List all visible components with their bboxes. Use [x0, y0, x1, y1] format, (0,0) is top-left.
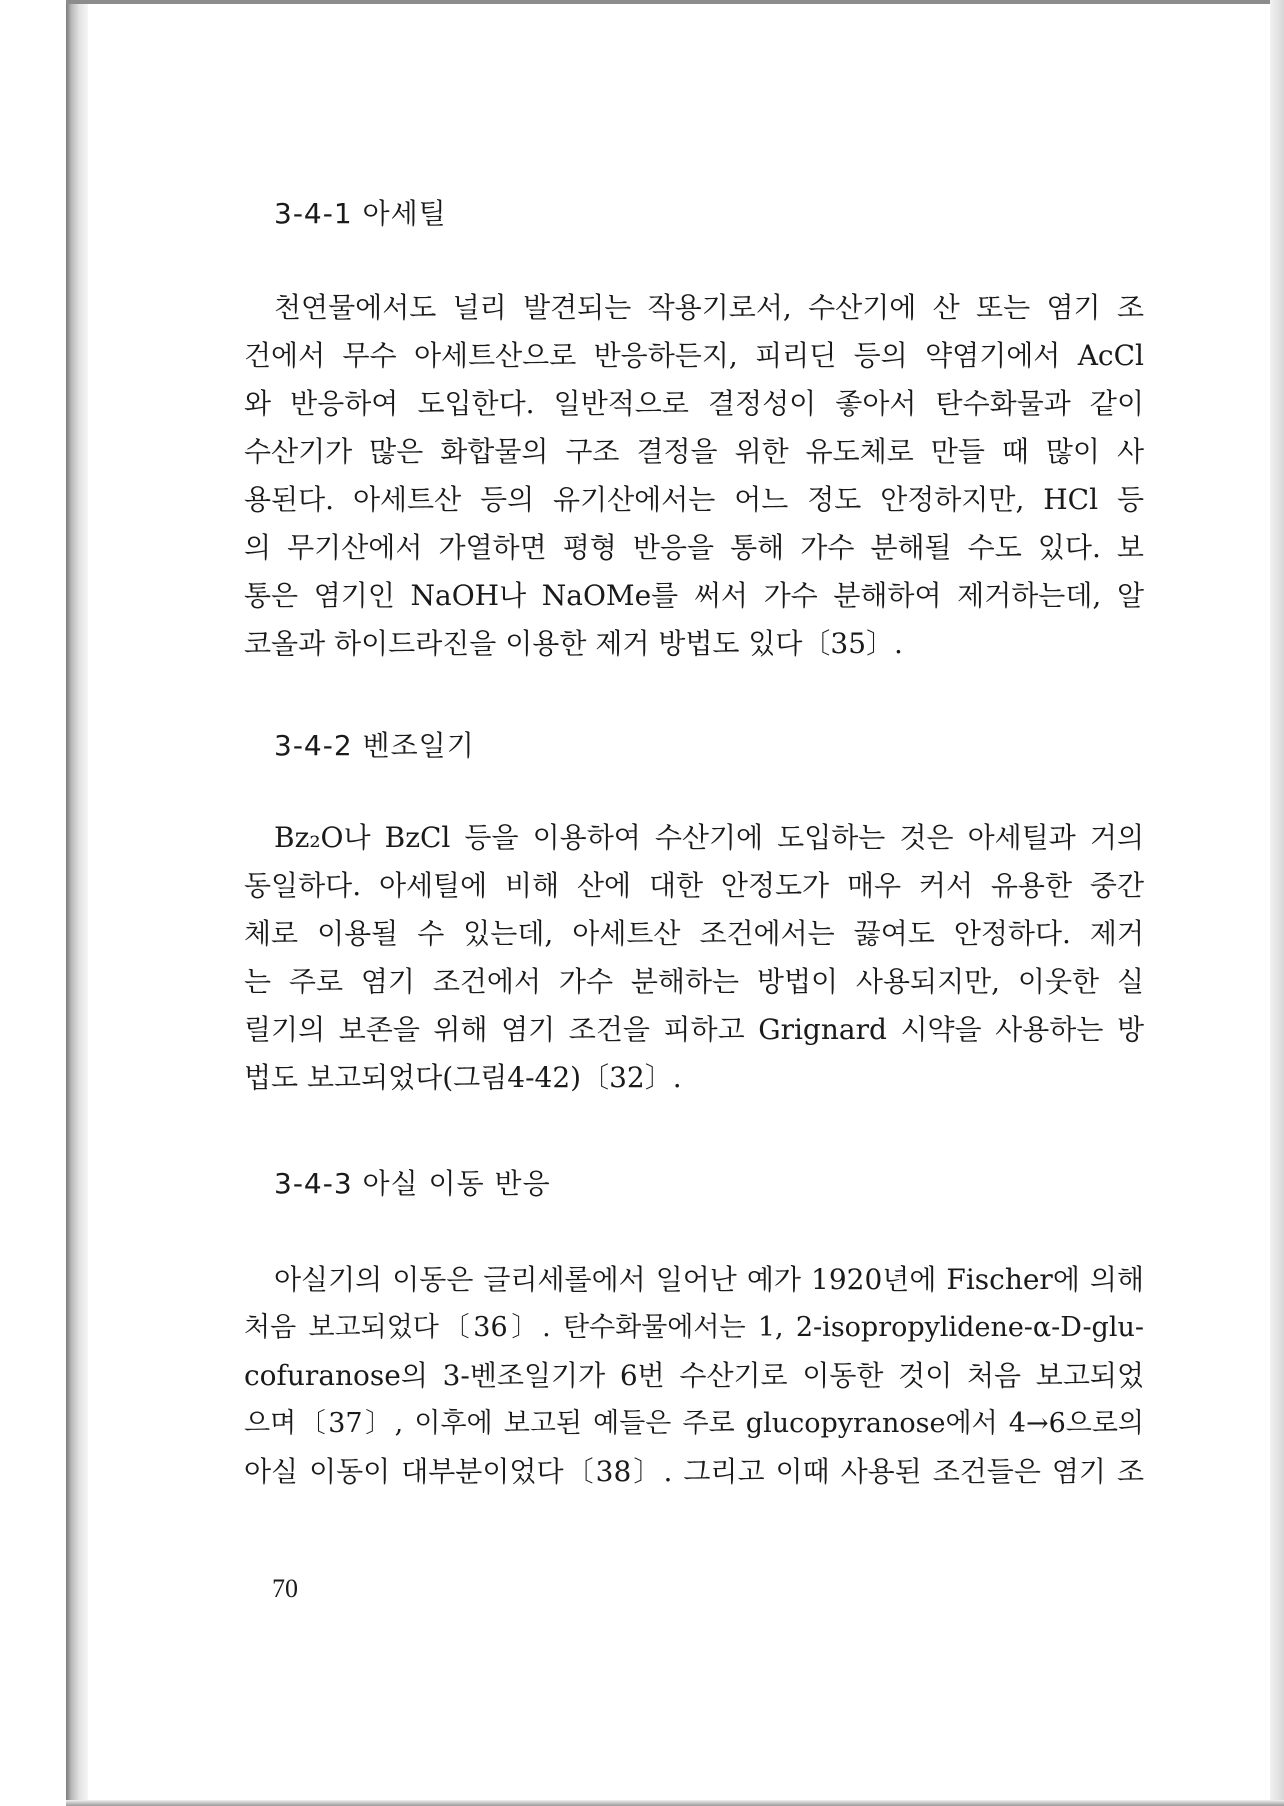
text-line: 아실기의 이동은 글리세롤에서 일어난 예가 1920년에 Fischer에 의해: [274, 1263, 1144, 1296]
page-number: 70: [272, 1574, 298, 1603]
text-line: Bz₂O나 BzCl 등을 이용하여 수산기에 도입하는 것은 아세틸과 거의: [274, 821, 1144, 854]
text-line: 아실 이동이 대부분이었다〔38〕. 그리고 이때 사용된 조건들은 염기 조: [244, 1455, 1144, 1488]
text-line: 동일하다. 아세틸에 비해 산에 대한 안정도가 매우 커서 유용한 중간: [244, 869, 1144, 902]
text-line: 코올과 하이드라진을 이용한 제거 방법도 있다〔35〕.: [244, 627, 903, 660]
text-line: 는 주로 염기 조건에서 가수 분해하는 방법이 사용되지만, 이웃한 실: [244, 965, 1144, 998]
paragraph-acetyl: [244, 284, 1144, 668]
paragraph-benzoyl: [244, 814, 1144, 1102]
text-line: cofuranose의 3-벤조일기가 6번 수산기로 이동한 것이 처음 보고되었: [244, 1359, 1144, 1392]
section-heading-acyl-migration: 3-4-3 아실 이동 반응: [274, 1167, 551, 1200]
text-line: 용된다. 아세트산 등의 유기산에서는 어느 정도 안정하지만, HCl 등: [244, 483, 1144, 516]
text-line: 으며〔37〕, 이후에 보고된 예들은 주로 glucopyranose에서 4→6으로의: [244, 1408, 1144, 1439]
text-line: 건에서 무수 아세트산으로 반응하든지, 피리딘 등의 약염기에서 AcCl: [244, 339, 1144, 372]
text-line: 체로 이용될 수 있는데, 아세트산 조건에서는 끓여도 안정하다. 제거: [244, 917, 1144, 950]
page-right-edge: [1270, 0, 1284, 1806]
text-line: 통은 염기인 NaOH나 NaOMe를 써서 가수 분해하여 제거하는데, 알: [244, 579, 1144, 612]
text-line: 릴기의 보존을 위해 염기 조건을 피하고 Grignard 시약을 사용하는 방: [244, 1013, 1144, 1046]
text-line: 수산기가 많은 화합물의 구조 결정을 위한 유도체로 만들 때 많이 사: [244, 435, 1144, 468]
page-bottom-edge: [66, 1800, 1284, 1806]
page-binding-edge: [66, 0, 88, 1806]
text-line: 처음 보고되었다〔36〕. 탄수화물에서는 1, 2-isopropylidene-α-D-glu-: [244, 1312, 1144, 1343]
text-line: 의 무기산에서 가열하면 평형 반응을 통해 가수 분해될 수도 있다. 보: [244, 531, 1144, 564]
page-top-edge: [66, 0, 1284, 4]
paragraph-acyl-migration: [244, 1256, 1144, 1496]
section-heading-benzoyl: 3-4-2 벤조일기: [274, 729, 475, 762]
section-heading-acetyl: 3-4-1 아세틸: [274, 197, 447, 230]
text-line: 와 반응하여 도입한다. 일반적으로 결정성이 좋아서 탄수화물과 같이: [244, 387, 1144, 420]
text-line: 천연물에서도 널리 발견되는 작용기로서, 수산기에 산 또는 염기 조: [274, 291, 1144, 324]
text-line: 법도 보고되었다(그림4-42)〔32〕.: [244, 1061, 682, 1094]
